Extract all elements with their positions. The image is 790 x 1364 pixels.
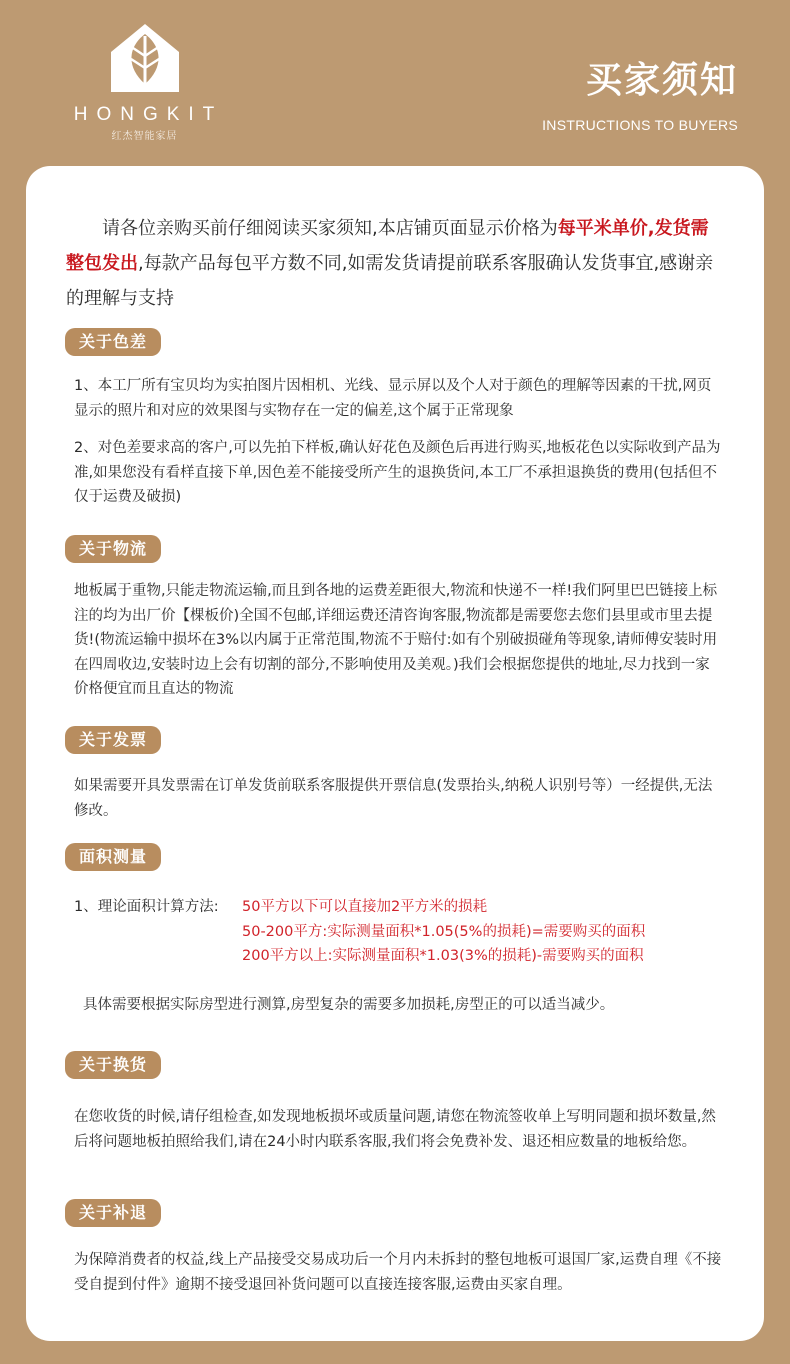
area-rule-1: 50平方以下可以直接加2平方米的损耗 bbox=[242, 899, 488, 915]
color-paragraph-2: 2、对色差要求高的客户,可以先拍下样板,确认好花色及颜色后再进行购买,地板花色以实际收到产品为准,如果您没有看样直接下单,因色差不能接受所产生的退换货问,本工厂不承担退换货的费用(包括但不仅于运费及破损) bbox=[74, 440, 721, 505]
intro-highlight-package: 发货需整包发出 bbox=[66, 218, 709, 274]
intro-highlight-price: 每平米单价, bbox=[557, 218, 655, 239]
section-tag-exchange: 关于换货 bbox=[65, 1051, 161, 1079]
logo-name: HONGKIT bbox=[73, 104, 224, 125]
brand-logo bbox=[52, 22, 237, 142]
area-rule-2: 50-200平方:实际测量面积*1.05(5%的损耗)=需要购买的面积 bbox=[242, 924, 646, 940]
area-rule-3: 200平方以上:实际测量面积*1.03(3%的损耗)-需要购买的面积 bbox=[242, 948, 644, 964]
page-header bbox=[542, 52, 738, 133]
logistics-paragraph: 地板属于重物,只能走物流运输,而且到各地的运费差距很大,物流和快递不一样!我们阿里巴巴链接上标注的均为出厂价【棵板价)全国不包邮,详细运费还清咨询客服,物流都是需要您去您们县里或市里去提货!(物流运输中损坏在3%以内属于正常范围,物流不于赔付:如有个别破损碰角等现象,请师傅安装时用在四周收边,安装时边上会有切割的部分,不影响使用及美观。)我们会根据您提供的地址,尽力找到一家价格便宜而且直达的物流 bbox=[74, 583, 718, 697]
area-method-label: 1、理论面积计算方法: bbox=[74, 899, 219, 915]
section-tag-area: 面积测量 bbox=[65, 843, 161, 871]
page-title: 买家须知 bbox=[585, 60, 738, 101]
intro-text-2: ,每款产品每包平方数不同,如需发货请提前联系客服确认发货事宜,感谢亲的理解与支持 bbox=[66, 253, 714, 309]
intro-paragraph bbox=[66, 211, 726, 316]
house-leaf-icon bbox=[109, 22, 181, 94]
section-tag-logistics: 关于物流 bbox=[65, 535, 161, 563]
section-tag-refund: 关于补退 bbox=[65, 1199, 161, 1227]
section-tag-invoice: 关于发票 bbox=[65, 726, 161, 754]
intro-text-1: 请各位亲购买前仔细阅读买家须知,本店铺页面显示价格为 bbox=[102, 218, 558, 239]
section-tag-color: 关于色差 bbox=[65, 328, 161, 356]
refund-paragraph: 为保障消费者的权益,线上产品接受交易成功后一个月内未拆封的整包地板可退国厂家,运费自理《不接受自提到付件》逾期不接受退回补货问题可以直接连接客服,运费由买家自理。 bbox=[74, 1252, 722, 1293]
logo-subtitle: 红杰智能家居 bbox=[111, 131, 178, 142]
content-card bbox=[26, 166, 764, 1341]
exchange-paragraph: 在您收货的时候,请仔组检查,如发现地板损坏或质量问题,请您在物流签收单上写明同题和损坏数量,然后将问题地板拍照给我们,请在24小时内联系客服,我们将会免费补发、退还相应数量的地板给您。 bbox=[74, 1109, 716, 1150]
invoice-paragraph: 如果需要开具发票需在订单发货前联系客服提供开票信息(发票抬头,纳税人识别号等）一经提供,无法修改。 bbox=[74, 778, 713, 819]
page-subtitle: INSTRUCTIONS TO BUYERS bbox=[542, 117, 738, 133]
color-paragraph-1: 1、本工厂所有宝贝均为实拍图片因相机、光线、显示屏以及个人对于颜色的理解等因素的干扰,网页显示的照片和对应的效果图与实物存在一定的偏差,这个属于正常现象 bbox=[74, 378, 712, 419]
area-note: 具体需要根据实际房型进行测算,房型复杂的需要多加损耗,房型正的可以适当减少。 bbox=[83, 997, 615, 1013]
